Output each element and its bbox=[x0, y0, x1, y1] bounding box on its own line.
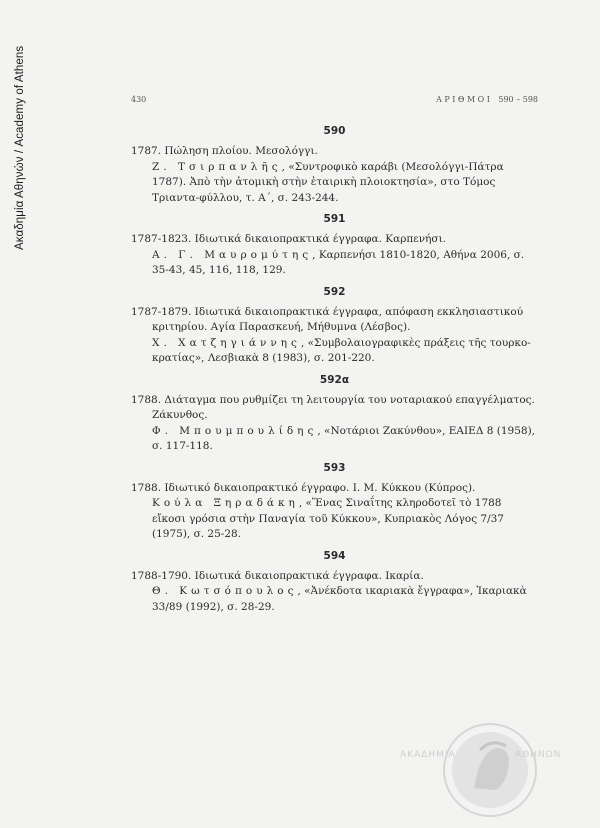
sidebar-label: Ακαδημία Αθηνών / Academy of Athens bbox=[14, 45, 26, 250]
entry-number: 592 bbox=[323, 285, 346, 298]
reference-author: Α. Γ. Μαυρομύτης bbox=[152, 248, 313, 261]
reference-author: Θ. Κωτσόπουλος bbox=[152, 585, 298, 597]
reference-author: Ζ. Τσιρπανλῆς bbox=[152, 160, 282, 173]
entry-reference bbox=[131, 496, 538, 543]
entry-reference bbox=[131, 336, 538, 367]
entry-number: 591 bbox=[323, 213, 346, 225]
entry bbox=[131, 125, 538, 206]
watermark-right-text: ΑΘΗΝΩΝ bbox=[515, 750, 562, 760]
entry-heading: 1788-1790. Ιδιωτικά δικαιοπρακτικά έγγραφα. Ικαρία. bbox=[131, 569, 424, 582]
reference-author: Χ. Χατζηγιάννης bbox=[152, 336, 301, 349]
entry bbox=[131, 374, 538, 455]
entries-list bbox=[131, 118, 538, 621]
page-header bbox=[131, 95, 538, 104]
reference-text: , «Ἀνέκδοτα ικαριακὰ ἔγγραφα», Ἰκαριακὰ 33/89 (1992), σ. 28-29. bbox=[152, 585, 527, 613]
entry-range: 590 – 598 bbox=[498, 95, 538, 104]
entry-reference bbox=[131, 248, 538, 279]
page-number: 430 bbox=[131, 95, 147, 104]
section-title: ΑΡΙΘΜΟΙ bbox=[436, 95, 493, 104]
running-title bbox=[436, 95, 538, 104]
entry-heading: 1788. Ιδιωτικό δικαιοπρακτικό έγγραφο. Ι. Μ. Κύκκου (Κύπρος). bbox=[131, 481, 476, 494]
reference-author: Κούλα Ξηραδάκη bbox=[152, 497, 299, 509]
watermark-left-text: ΑΚΑΔΗΜΙΑ bbox=[400, 750, 456, 760]
entry-heading: 1787-1823. Ιδιωτικά δικαιοπρακτικά έγγραφα. Καρπενήσι. bbox=[131, 233, 447, 245]
entry-number: 590 bbox=[323, 125, 346, 137]
entry-number: 594 bbox=[323, 549, 346, 562]
entry-heading: 1787. Πώληση πλοίου. Μεσολόγγι. bbox=[131, 145, 318, 157]
entry-heading: 1788. Διάταγμα που ρυθμίζει τη λειτουργία του νοταριακού επαγγέλματος. Ζάκυνθος. bbox=[131, 393, 535, 421]
entry-heading: 1787-1879. Ιδιωτικά δικαιοπρακτικά έγγραφα, απόφαση εκκλησιαστικού κριτηρίου. Αγία Παρασκευή, Μήθυμνα (Λέσβος). bbox=[131, 305, 524, 333]
entry bbox=[131, 213, 538, 279]
entry-reference bbox=[131, 584, 538, 615]
reference-text: , Καρπενήσι 1810-1820, Αθήνα 2006, σ. 35-43, 45, 116, 118, 129. bbox=[152, 248, 525, 276]
reference-text: , «Συντροφικὸ καράβι (Μεσολόγγι-Πάτρα 1787). Ἀπὸ τὴν ἀτομικὴ στὴν ἑταιρικὴ πλοιοκτησία», στο Τόμος Τριαντα-φύλλου, τ. Α΄, σ. 243-244. bbox=[152, 160, 504, 204]
academy-seal-icon bbox=[440, 720, 540, 820]
reference-text: , «Ἕνας Σιναΐτης κληροδοτεῖ τὸ 1788 εἴκοσι γρόσια στὴν Παναγία τοῦ Κύκκου», Κυπριακὸς Λόγος 7/37 (1975), σ. 25-28. bbox=[152, 497, 504, 540]
entry-reference bbox=[131, 424, 538, 455]
reference-text: , «Νοτάριοι Ζακύνθου», ΕΑΙΕΔ 8 (1958), σ. 117-118. bbox=[152, 424, 536, 452]
entry-reference bbox=[131, 160, 538, 207]
reference-text: , «Συμβολαιογραφικὲς πράξεις τῆς τουρκο-κρατίας», Λεσβιακὰ 8 (1983), σ. 201-220. bbox=[152, 336, 531, 364]
entry-number: 592α bbox=[319, 373, 350, 386]
entry-number: 593 bbox=[323, 461, 346, 474]
reference-author: Φ. Μπουμπουλίδης bbox=[152, 424, 318, 437]
entry bbox=[131, 286, 538, 367]
entry bbox=[131, 550, 538, 616]
entry bbox=[131, 462, 538, 543]
